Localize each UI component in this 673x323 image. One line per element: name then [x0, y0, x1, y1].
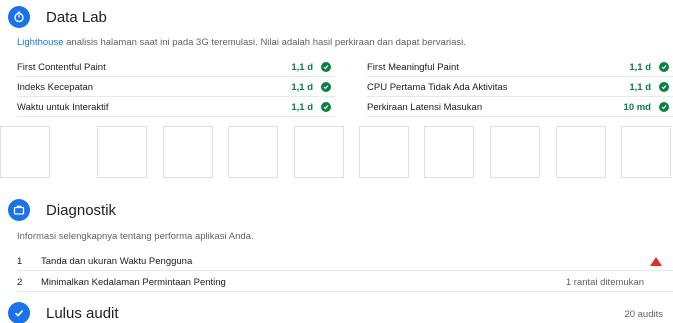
metric-first-contentful-paint — [17, 58, 335, 77]
metric-label: CPU Pertama Tidak Ada Aktivitas — [367, 81, 508, 93]
metric-value: 1,1 d — [629, 81, 651, 93]
passed-audits-title: Lulus audit — [46, 304, 119, 322]
diagnostic-number: 2 — [17, 276, 23, 288]
metric-value: 10 md — [623, 101, 651, 113]
diagnostic-number: 1 — [17, 255, 23, 267]
metric-value: 1,1 d — [291, 61, 313, 73]
passed-audits-count: 20 audits — [624, 309, 663, 320]
diagnostic-item-critical-request-chains[interactable] — [17, 273, 673, 292]
diagnostic-label: Minimalkan Kedalaman Permintaan Penting — [41, 276, 226, 288]
metric-value: 1,1 d — [629, 61, 651, 73]
metric-value: 1,1 d — [291, 81, 313, 93]
check-icon — [659, 82, 669, 92]
timer-icon — [8, 6, 30, 28]
metric-first-cpu-idle — [367, 78, 673, 97]
lab-description-text: analisis halaman saat ini pada 3G teremulasi. Nilai adalah hasil perkiraan dan dapat bervariasi. — [63, 37, 466, 48]
lighthouse-link[interactable]: Lighthouse — [17, 37, 64, 48]
lab-section-header — [8, 6, 107, 28]
diagnostics-title: Diagnostik — [46, 201, 117, 219]
filmstrip-frame — [424, 126, 474, 178]
check-icon — [321, 102, 331, 112]
diagnostic-label: Tanda dan ukuran Waktu Pengguna — [41, 255, 193, 267]
metric-label: First Contentful Paint — [17, 61, 106, 73]
metric-value: 1,1 d — [291, 101, 313, 113]
check-icon — [659, 62, 669, 72]
toolbox-icon — [8, 199, 30, 221]
filmstrip-frame — [490, 126, 540, 178]
filmstrip-frame — [556, 126, 606, 178]
check-icon — [659, 102, 669, 112]
filmstrip-frame — [294, 126, 344, 178]
diagnostic-item-user-timing[interactable] — [17, 252, 673, 271]
warning-triangle-icon — [650, 257, 662, 266]
filmstrip-frame — [228, 126, 278, 178]
lab-description — [17, 37, 466, 48]
filmstrip-frame — [359, 126, 409, 178]
passed-audits-header[interactable] — [8, 302, 119, 323]
filmstrip-frame — [163, 126, 213, 178]
metric-estimated-input-latency — [367, 98, 673, 117]
filmstrip-frame — [0, 126, 50, 178]
metric-first-meaningful-paint — [367, 58, 673, 77]
check-icon — [321, 62, 331, 72]
check-icon — [8, 302, 30, 323]
metric-time-to-interactive — [17, 98, 335, 117]
filmstrip-frame — [97, 126, 147, 178]
diagnostic-detail: 1 rantai ditemukan — [565, 276, 644, 288]
lab-title: Data Lab — [46, 8, 107, 26]
metric-label: First Meaningful Paint — [367, 61, 459, 73]
diagnostics-description: Informasi selengkapnya tentang performa aplikasi Anda. — [17, 231, 254, 242]
diagnostics-section-header — [8, 199, 116, 221]
metric-label: Waktu untuk Interaktif — [17, 101, 109, 113]
filmstrip — [0, 126, 673, 178]
metric-label: Indeks Kecepatan — [17, 81, 94, 93]
metric-speed-index — [17, 78, 335, 97]
filmstrip-frame — [621, 126, 671, 178]
check-icon — [321, 82, 331, 92]
metric-label: Perkiraan Latensi Masukan — [367, 101, 483, 113]
